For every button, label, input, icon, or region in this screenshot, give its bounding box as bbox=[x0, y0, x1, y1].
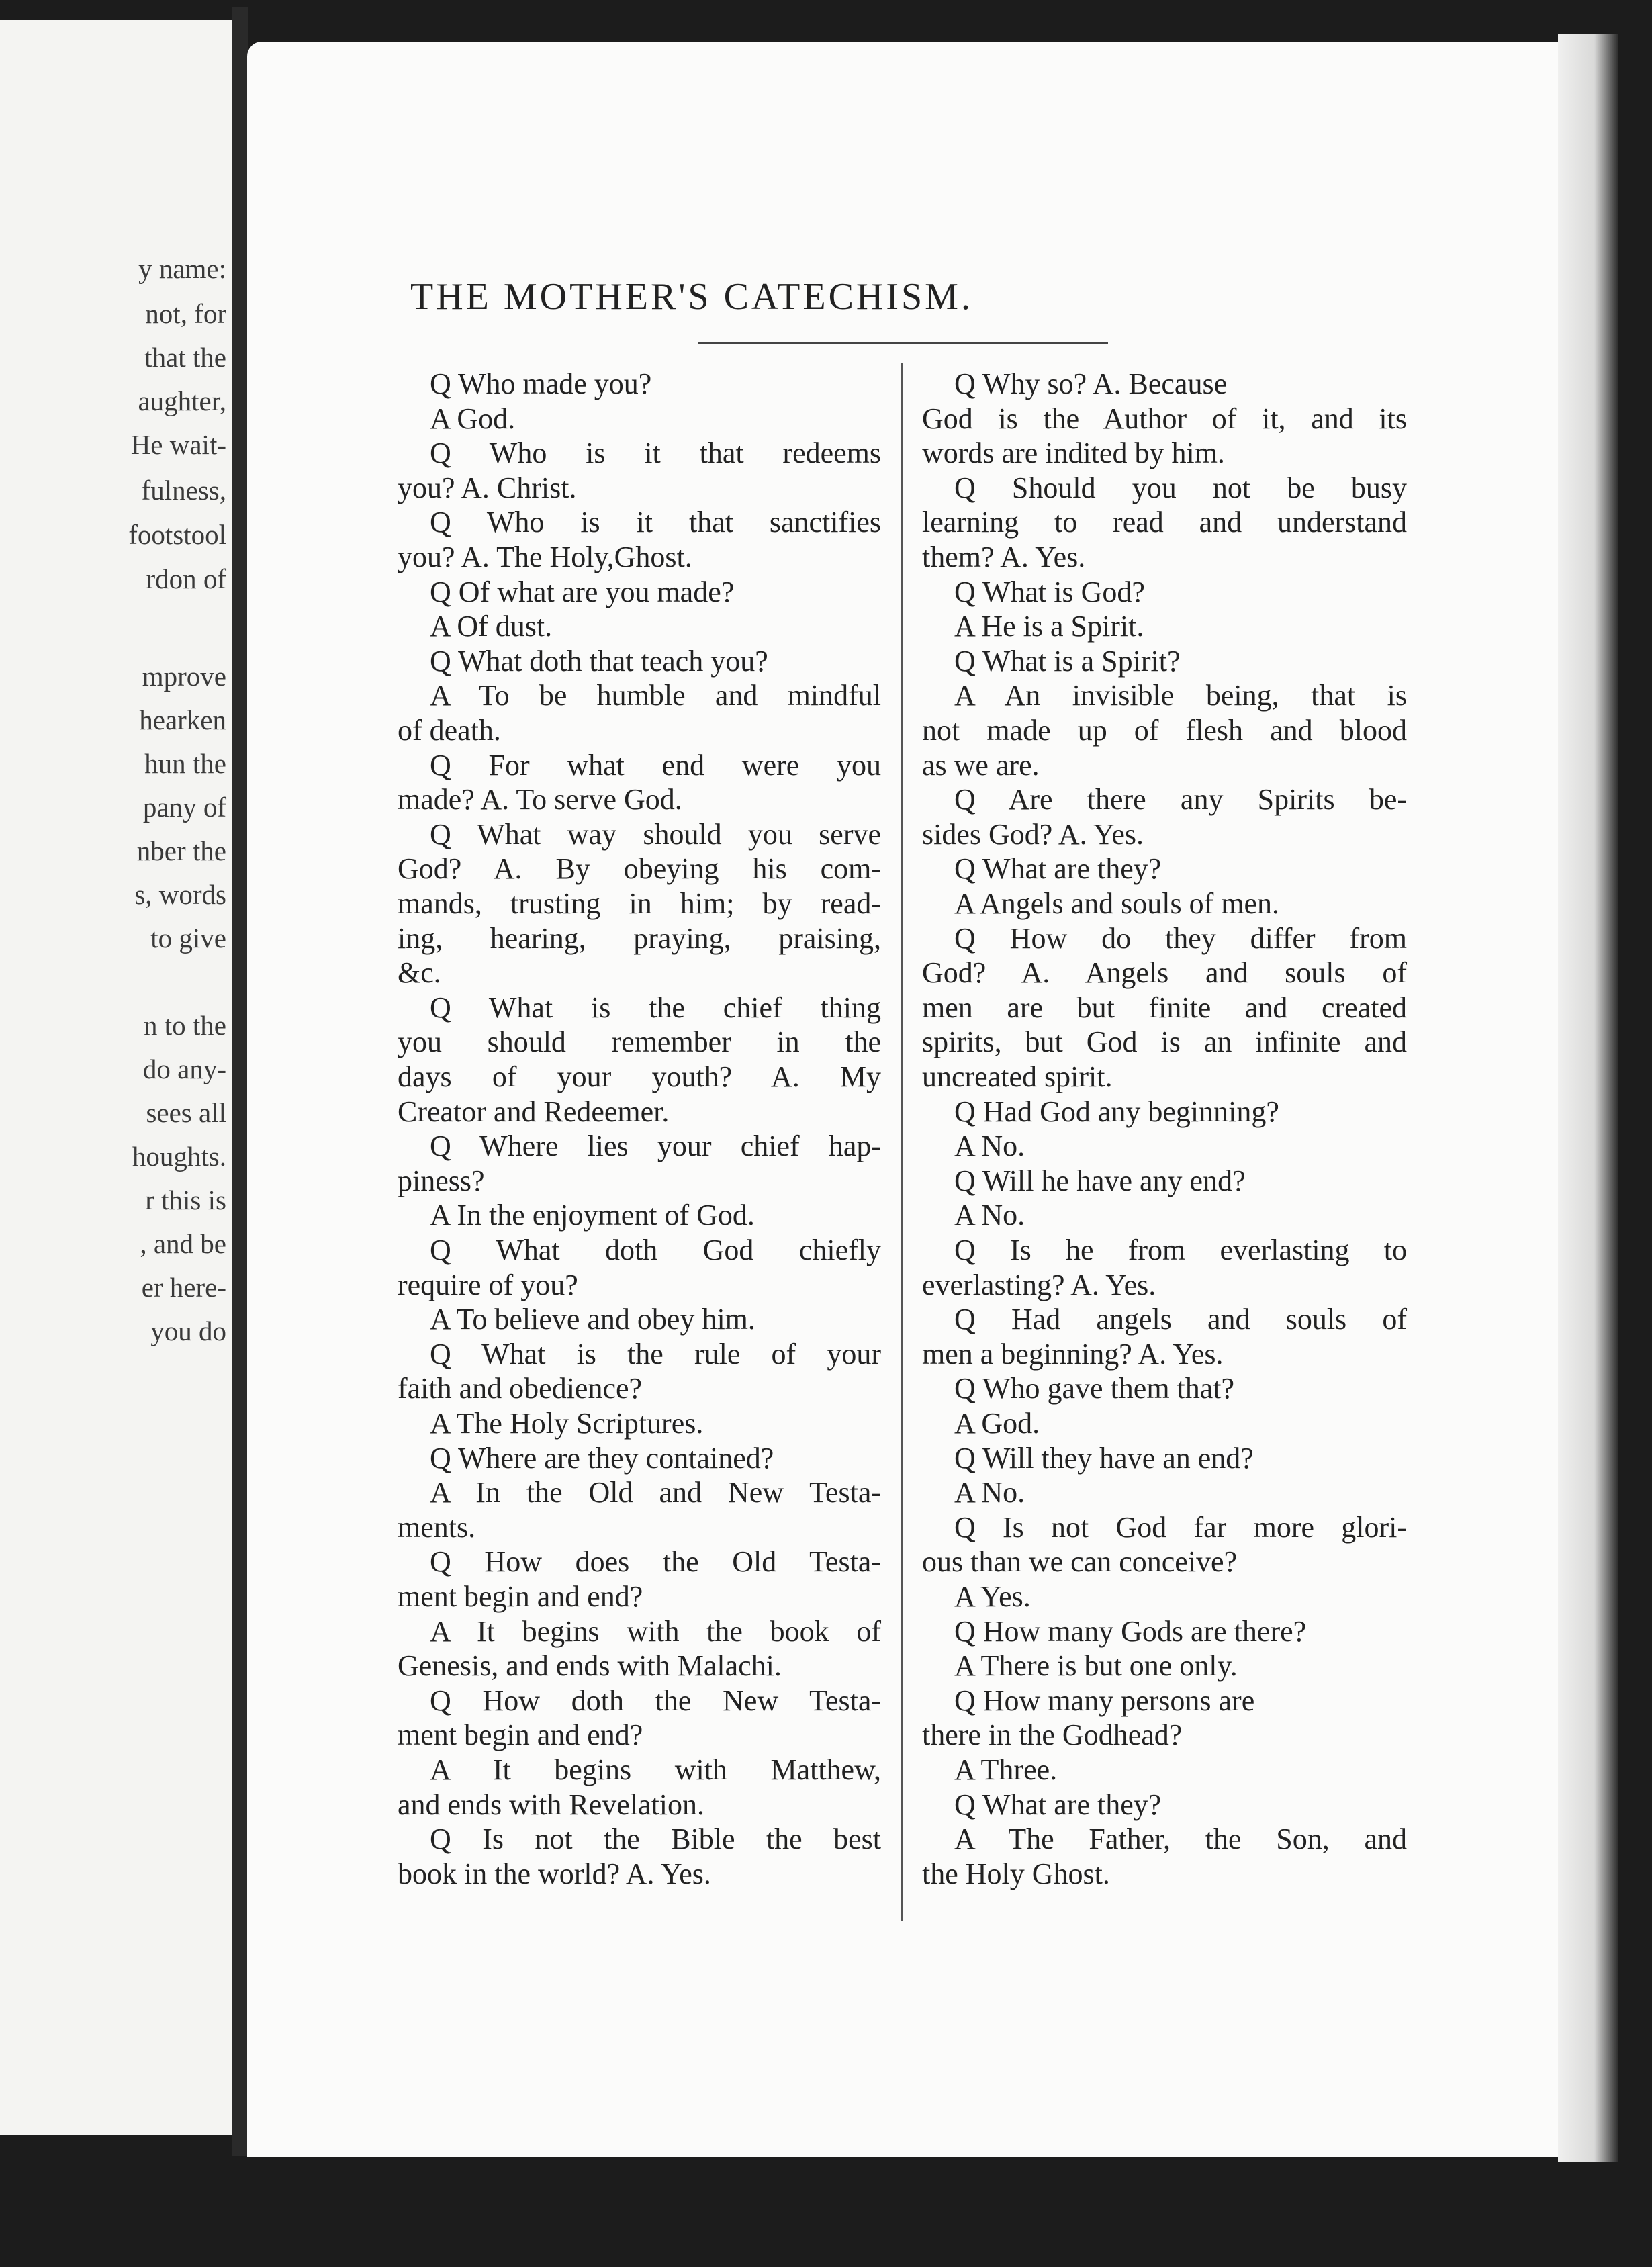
text-line: Q Of what are you made? bbox=[430, 575, 735, 608]
text-line: Q Who is it that redeems bbox=[430, 436, 881, 470]
text-line: require of you? bbox=[398, 1268, 578, 1301]
title-rule bbox=[698, 342, 1108, 344]
left-page-line: fulness, bbox=[141, 475, 226, 506]
text-line: of death. bbox=[398, 714, 501, 747]
text-line: A The Father, the Son, and bbox=[954, 1822, 1407, 1856]
text-line: Q What are they? bbox=[954, 852, 1162, 886]
text-line: ment begin and end? bbox=[398, 1718, 643, 1752]
column-divider bbox=[901, 363, 903, 1921]
text-line: everlasting? A. Yes. bbox=[922, 1268, 1156, 1301]
text-line: A In the Old and New Testa- bbox=[430, 1476, 881, 1510]
text-line: A It begins with Matthew, bbox=[430, 1753, 881, 1786]
text-line: ments. bbox=[398, 1510, 476, 1544]
text-line: Q What way should you serve bbox=[430, 817, 881, 851]
text-line: there in the Godhead? bbox=[922, 1718, 1183, 1752]
text-line: Q Why so? A. Because bbox=[954, 367, 1228, 400]
text-line: Q What doth that teach you? bbox=[430, 644, 768, 678]
left-page-line: you do bbox=[150, 1315, 226, 1346]
text-line: Q Will he have any end? bbox=[954, 1164, 1246, 1197]
book-gutter bbox=[232, 7, 248, 2156]
text-line: Q What is a Spirit? bbox=[954, 644, 1181, 678]
text-line: A No. bbox=[954, 1476, 1025, 1510]
left-page-line: sees all bbox=[146, 1097, 226, 1128]
text-line: A Three. bbox=[954, 1753, 1058, 1786]
text-line: A Angels and souls of men. bbox=[954, 887, 1279, 920]
text-line: them? A. Yes. bbox=[922, 541, 1086, 573]
text-line: you? A. Christ. bbox=[398, 471, 577, 504]
text-line: Q Are there any Spirits be- bbox=[954, 783, 1407, 817]
left-page-line: He wait- bbox=[130, 429, 226, 460]
text-line: &c. bbox=[398, 956, 441, 990]
text-line: Q What are they? bbox=[954, 1788, 1162, 1821]
text-line: the Holy Ghost. bbox=[922, 1857, 1110, 1890]
text-line: A Of dust. bbox=[430, 610, 553, 643]
left-page-line: mprove bbox=[142, 661, 226, 692]
text-line: uncreated spirit. bbox=[922, 1060, 1113, 1093]
text-line: you should remember in the bbox=[398, 1025, 881, 1059]
left-page-line: hun the bbox=[144, 748, 226, 779]
text-line: as we are. bbox=[922, 748, 1040, 782]
left-page-line: n to the bbox=[144, 1010, 226, 1041]
text-line: A It begins with the book of bbox=[430, 1614, 881, 1648]
text-line: Q How many Gods are there? bbox=[954, 1614, 1307, 1648]
text-line: Q Is he from everlasting to bbox=[954, 1234, 1407, 1266]
text-line: A He is a Spirit. bbox=[954, 610, 1144, 643]
page-edge bbox=[1558, 34, 1618, 2162]
text-line: Q Is not the Bible the best bbox=[430, 1822, 881, 1856]
text-line: days of your youth? A. My bbox=[398, 1060, 881, 1093]
text-line: Q How doth the New Testa- bbox=[430, 1683, 881, 1717]
text-line: spirits, but God is an infinite and bbox=[922, 1025, 1407, 1059]
left-page-line: rdon of bbox=[146, 563, 226, 594]
text-line: piness? bbox=[398, 1164, 485, 1197]
text-line: Q What doth God chiefly bbox=[430, 1234, 881, 1266]
left-page-line: do any- bbox=[142, 1054, 226, 1084]
page-title: THE MOTHER'S CATECHISM. bbox=[410, 276, 973, 318]
text-line: Q Where lies your chief hap- bbox=[430, 1129, 881, 1163]
left-page-line: that the bbox=[144, 342, 226, 373]
left-page-line: not, for bbox=[145, 298, 226, 329]
text-line: A No. bbox=[954, 1199, 1025, 1232]
text-line: you? A. The Holy,Ghost. bbox=[398, 541, 692, 573]
text-line: God? A. Angels and souls of bbox=[922, 956, 1407, 990]
left-page-line: nber the bbox=[136, 835, 226, 866]
text-line: A To be humble and mindful bbox=[430, 679, 881, 712]
left-page-line: , and be bbox=[140, 1228, 226, 1259]
text-line: sides God? A. Yes. bbox=[922, 817, 1144, 851]
text-line: Q What is God? bbox=[954, 575, 1145, 608]
text-line: Q Who is it that sanctifies bbox=[430, 506, 881, 539]
text-line: A Yes. bbox=[954, 1580, 1031, 1613]
left-page-fragment bbox=[0, 20, 232, 2135]
text-line: Q Should you not be busy bbox=[954, 471, 1407, 504]
text-line: faith and obedience? bbox=[398, 1372, 643, 1405]
text-line: ment begin and end? bbox=[398, 1580, 643, 1613]
text-line: A In the enjoyment of God. bbox=[430, 1199, 755, 1232]
text-line: Q How do they differ from bbox=[954, 921, 1407, 955]
text-line: Q How does the Old Testa- bbox=[430, 1545, 881, 1579]
text-line: men are but finite and created bbox=[922, 990, 1407, 1024]
text-line: Creator and Redeemer. bbox=[398, 1095, 670, 1128]
text-line: Q How many persons are bbox=[954, 1683, 1255, 1717]
text-line: Genesis, and ends with Malachi. bbox=[398, 1649, 782, 1683]
text-line: Q For what end were you bbox=[430, 748, 881, 782]
text-line: ing, hearing, praying, praising, bbox=[398, 921, 881, 955]
text-line: ous than we can conceive? bbox=[922, 1545, 1238, 1579]
left-page-line: footstool bbox=[128, 519, 226, 550]
text-line: Q Had God any beginning? bbox=[954, 1095, 1279, 1128]
text-line: words are indited by him. bbox=[922, 436, 1225, 470]
text-line: A No. bbox=[954, 1129, 1025, 1163]
left-page-line: houghts. bbox=[132, 1141, 226, 1172]
text-line: and ends with Revelation. bbox=[398, 1788, 705, 1821]
left-page-line: r this is bbox=[145, 1185, 226, 1215]
text-line: God is the Author of it, and its bbox=[922, 402, 1407, 435]
text-line: Q Who made you? bbox=[430, 367, 652, 400]
text-line: book in the world? A. Yes. bbox=[398, 1857, 711, 1890]
text-line: A To believe and obey him. bbox=[430, 1303, 755, 1336]
text-line: Q Who gave them that? bbox=[954, 1372, 1235, 1405]
text-line: not made up of flesh and blood bbox=[922, 714, 1407, 747]
text-line: A There is but one only. bbox=[954, 1649, 1238, 1683]
text-line: A God. bbox=[430, 402, 516, 435]
text-line: Q Will they have an end? bbox=[954, 1441, 1254, 1475]
text-line: A God. bbox=[954, 1407, 1040, 1440]
text-line: God? A. By obeying his com- bbox=[398, 852, 881, 886]
text-line: learning to read and understand bbox=[922, 506, 1407, 539]
text-line: mands, trusting in him; by read- bbox=[398, 887, 881, 920]
left-page-line: s, words bbox=[134, 879, 226, 910]
left-page-line: to give bbox=[150, 923, 226, 954]
left-page-line: hearken bbox=[139, 704, 226, 735]
left-page-line: pany of bbox=[142, 792, 226, 823]
left-page-line: aughter, bbox=[138, 385, 226, 416]
left-page-line: er here- bbox=[141, 1272, 226, 1303]
text-line: A The Holy Scriptures. bbox=[430, 1407, 704, 1440]
text-line: Q Had angels and souls of bbox=[954, 1303, 1407, 1336]
text-line: Q What is the rule of your bbox=[430, 1337, 881, 1371]
text-line: Q What is the chief thing bbox=[430, 990, 881, 1024]
text-line: Q Is not God far more glori- bbox=[954, 1510, 1407, 1544]
text-line: A An invisible being, that is bbox=[954, 679, 1407, 712]
text-line: Q Where are they contained? bbox=[430, 1441, 774, 1475]
left-page-line: y name: bbox=[138, 253, 226, 284]
text-line: made? A. To serve God. bbox=[398, 783, 682, 817]
text-line: men a beginning? A. Yes. bbox=[922, 1337, 1224, 1371]
